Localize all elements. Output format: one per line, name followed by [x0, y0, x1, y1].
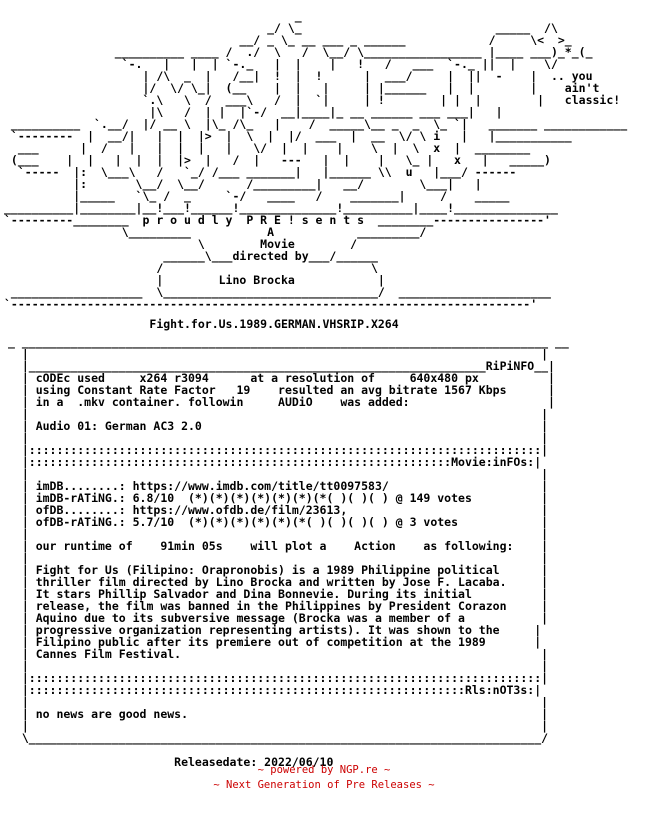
next-generation-text: ~ Next Generation of Pre Releases ~ — [213, 779, 435, 791]
powered-by-text: ~ powered by NGP.re ~ — [257, 764, 391, 776]
release-title: Fight.for.Us.1989.GERMAN.VHSRIP.X264 — [4, 317, 399, 331]
info-block: _ ____________________________________________________________________________ __ | | |__________________________________________________________________RiPiNFO__| | cODEc used x264 r3094 at a resolution of 640x480 px | | using Constant Rate Factor 19 resulted an avg bitrate 1567 Kbps | | in a .mkv container. followin AUDiO was added: | | | | Audio 01: German AC3 2.0 | | | |::::::::::::::::::::::::::::::::::::::::::::::::::::::::::::::::::::::::::| |:::::::::::::::::::::::::::::::::::::::::::::::::::::::::::::Movie:inFOs:| | | | imDB........: https://www.imdb.com/title/tt0097583/ | | imDB-rATiNG.: 6.8/10 (*)(*)(*)(*)(*)(*)(*( )( )( ) @ 149 votes | | ofDB........: https://www.ofdb.de/film/23613, | | ofDB-rATiNG.: 5.7/10 (*)(*)(*)(*)(*)(*( )( )( )( ) @ 3 votes | | | | our runtime of 91min 05s will plot a Action as following: | | | | Fight for Us (Filipino: Orapronobis) is a 1989 Philippine political | | thriller film directed by Lino Brocka and written by Jose F. Lacaba. | | It stars Phillip Salvador and Dina Bonnevie. During its initial | | release, the film was banned in the Philippines by President Corazon | | Aquino due to its subversive message (Brocka was a member of a | | progressive organization representing artists). It was shown to the | | Filipino public after its premiere out of competition at the 1989 | | Cannes Film Festival. | | | |::::::::::::::::::::::::::::::::::::::::::::::::::::::::::::::::::::::::::| |:::::::::::::::::::::::::::::::::::::::::::::::::::::::::::::::Rls:nOT3s:| | | | no news are good news. | | | \__________________________________________________________________________/ Releasedate: 2022/06/10 — [8, 335, 569, 769]
header-ascii-art: _ _/ \_ _____ /\ __/ _ \_ __ ___ _ ______ / \< >_ __________ ____ / ./ \ / \__/ \_________________ |____ ___)_*_(_ `-. | | | `-._ | | | ! / ___ `-._ || | \/ | /\ _ | /__| ! | ! | ___/ | || - | .. you |/ \/ \_| (__ | | | | |______ | | | ain't `.\ \ / ___\ / | `| | ! | | | | classic! |\ / | | |`-/ __|____|_ __ ______ ___ ___| | __________ `.__/ |/ __ \ |\_ /\_ | / _____\__ _ _ \_ `| _______ ____________ `-------- | __/| | | |> | \ | |/ ___ | __ \/ \ i | |___________ ___ | / | | | | | \/ | | | \ | \ x | ________ (___ | | | | | |> | / | --- | | | \_ | x | _____) `----- |: \___\ / `_/ /___ _______| |______ \\ u |___/ ------ |: \__/ \__/ /_________| __/ \___| | |_____ `\_ / _ `-/ ____ / _______| / _____ __________|________|__!___!______!______________!__________|____!_______________ `---------________ p r o u d l y P R E ! s e n t s ________----------------' \_________ A _________/ \ Movie / ______\___directed by___/______ / \ | Lino Brocka | ___________________ \_______________________________/ ______________________ `---------------------------------------------------------------------------' — [4, 9, 628, 311]
